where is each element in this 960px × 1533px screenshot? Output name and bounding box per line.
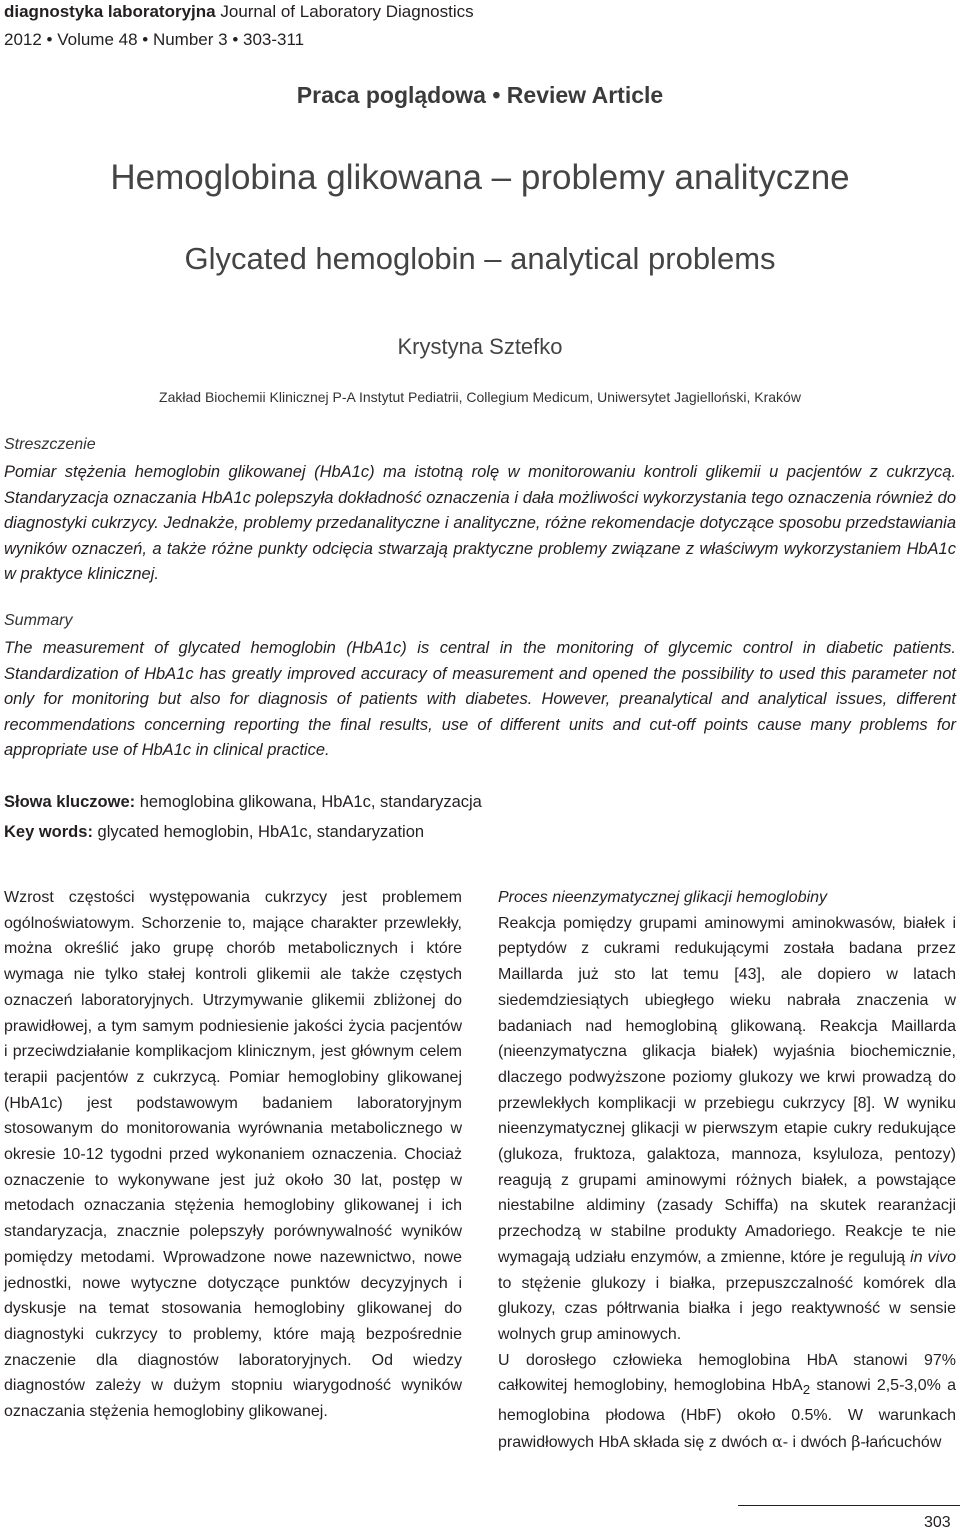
abstract-pl-heading: Streszczenie <box>4 436 96 453</box>
author: Krystyna Sztefko <box>397 334 563 359</box>
abstract-pl-text: Pomiar stężenia hemoglobin glikowanej (HbA1c) ma istotną rolę w monitorowaniu kontroli glikemii u pacjentów z cukrzycą. Standaryzacja oznaczania HbA1c polepszyła dokładność oznaczenia i dała możliwości wykorzystania tego oznaczenia również do diagnostyki cukrzycy. Jednakże, problemy przedanalityczne i analityczne, różne rekomendacje dotyczące sposobu przedstawiania wyników oznaczeń, a także różne punkty odcięcia stwarzają praktyczne problemy związane z właściwym wykorzystaniem HbA1c w praktyce klinicznej. <box>4 463 956 583</box>
title-english: Glycated hemoglobin – analytical problems <box>184 241 776 276</box>
keywords-en <box>4 823 424 842</box>
keywords-en-value: glycated hemoglobin, HbA1c, standaryzation <box>97 823 425 841</box>
abstract-en-heading: Summary <box>4 612 73 629</box>
abstract-en-text: The measurement of glycated hemoglobin (HbA1c) is central in the monitoring of glycemic control in diabetic patients. Standardization of HbA1c has greatly improved accuracy of measurement and opened the possibility to used this parameter not only for monitoring but also for diagnosis of patients with diabetes. However, preanalytical and analytical issues, different recommendations concerning reporting the final results, use of different units and cut-off points cause many problems for appropriate use of HbA1c in clinical practice. <box>4 639 956 759</box>
footer-rule <box>738 1505 960 1506</box>
keywords-en-label: Key words: <box>4 823 93 841</box>
body-right-paragraph-1: Reakcja pomiędzy grupami aminowymi aminokwasów, białek i peptydów z cukrami redukującymi została badana przez Maillarda już sto lat temu [43], ale dopiero w latach siedemdziesiątych ubiegłego wieku nabrała znaczenia w badaniach nad hemoglobiną glikowaną. Reakcja Maillarda (nieenzymatyczna glikacja białek) wyjaśnia biochemicznie, dlaczego podwyższone poziomy glukozy we krwi prowadzą do przewlekłych komplikacji w przebiegu cukrzycy [8]. W wyniku nieenzymatycznej glikacji w pierwszym etapie cukry redukujące (glukoza, fruktoza, galaktoza, mannoza, ksyluloza, pentozy) reagują z grupami aminowymi różnych białek, a powstające niestabilne aldiminy (zasady Schiffa) na skutek rearanżacji przechodzą w stabilne produkty Amadoriego. Reakcje te nie wymagają udziału enzymów, a zmienne, które je regulują in vivo to stężenie glukozy i białka, przepuszczalność komórek dla glukozy, czas półtrwania białka i jego reaktywność w sensie wolnych grup aminowych. <box>498 914 956 1343</box>
body-column-left <box>4 885 462 1425</box>
keywords-pl <box>4 793 482 812</box>
article-type: Praca poglądowa • Review Article <box>296 82 664 108</box>
body-left-paragraph: Wzrost częstości występowania cukrzycy jest problemem ogólnoświatowym. Schorzenie to, mające charakter przewlekły, można określić jako grupę chorób metabolicznych i które wymaga nie tylko stałej kontroli glikemii ale także częstych oznaczeń laboratoryjnych. Utrzymywanie glikemii zbliżonej do prawidłowej, a tym samym podniesienie jakości życia pacjentów i przeciwdziałanie komplikacjom klinicznym, jest głównym celem terapii pacjentów z cukrzycą. Pomiar hemoglobiny glikowanej (HbA1c) jest podstawowym badaniem laboratoryjnym stosowanym do monitorowania wyrównania metabolicznego w okresie 10-12 tygodni przed wykonaniem oznaczenia. Chociaż oznaczenie to wykonywane jest już około 30 lat, postęp w metodach oznaczania stężenia hemoglobiny glikowanej i ich standaryzacja, znacznie polepszyły porównywalność wyników pomiędzy metodami. Wprowadzone nowe nazewnictwo, nowe jednostki, nowe wytyczne dotyczące punktów decyzyjnych i dyskusje na temat stosowania hemoglobiny glikowanej do diagnostyki cukrzycy to problemy, które mają bezpośrednie znaczenie dla diagnostów laboratoryjnych. Od wiedzy diagnostów zależy w dużym stopniu wiarygodność wyników oznaczania stężenia hemoglobiny glikowanej. <box>4 889 462 1421</box>
alpha-symbol: α <box>771 1431 783 1451</box>
title-polish: Hemoglobina glikowana – problemy analityczne <box>110 158 850 197</box>
journal-name-en: Journal of Laboratory Diagnostics <box>220 2 474 21</box>
body-right-paragraph-2: U dorosłego człowieka hemoglobina HbA stanowi 97% całkowitej hemoglobiny, hemoglobina HbA$_2$ stanowi 2,5-3,0% a hemoglobina płodowa (HbF) około 0.5%. W warunkach prawidłowych HbA składa się z dwóch α- i dwóch β-łańcuchów <box>498 1351 956 1451</box>
beta-symbol: β <box>851 1431 861 1451</box>
journal-name <box>4 2 474 22</box>
affiliation: Zakład Biochemii Klinicznej P-A Instytut Pediatrii, Collegium Medicum, Uniwersytet Jagielloński, Kraków <box>159 389 801 405</box>
keywords-pl-value: hemoglobina glikowana, HbA1c, standaryzacja <box>139 793 482 811</box>
keywords-pl-label: Słowa kluczowe: <box>4 793 136 811</box>
journal-name-pl: diagnostyka laboratoryjna <box>4 2 216 21</box>
section-subheading: Proces nieenzymatycznej glikacji hemoglobiny <box>498 889 828 906</box>
body-column-right <box>498 885 956 1456</box>
page-number: 303 <box>924 1514 951 1531</box>
issue-info: 2012 • Volume 48 • Number 3 • 303-311 <box>4 30 305 49</box>
